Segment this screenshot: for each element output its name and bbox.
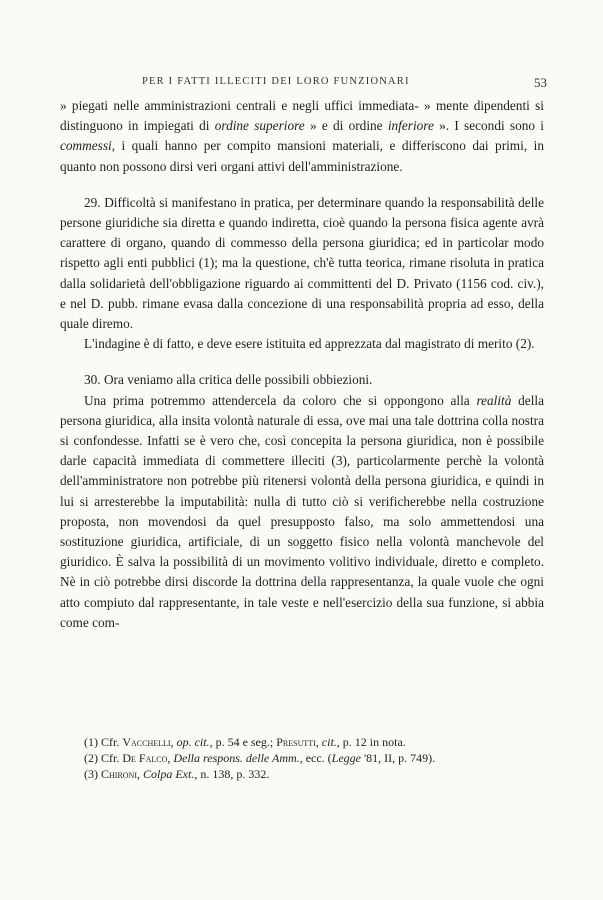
section-number: 30. bbox=[84, 372, 101, 388]
paragraph-indagine: L'indagine è di fatto, e deve esere istituita ed apprezzata dal magistrato di merito (2). bbox=[84, 336, 535, 352]
footnotes bbox=[60, 734, 544, 782]
footnote-1: (1) Cfr. Vacchelli, op. cit., p. 54 e seg.; Presutti, cit., p. 12 in nota. bbox=[84, 735, 406, 749]
running-title: PER I FATTI ILLECITI DEI LORO FUNZIONARI bbox=[142, 76, 410, 87]
body-text bbox=[60, 96, 544, 633]
paragraph-29: 29. Difficoltà si manifestano in pratica, per determinare quando la responsabilità delle persone giuridiche sia diretta e quando indiretta, cioè quando la persona fisica agente avrà carattere di organo, quando di commesso della persona giuridica; ed in particolar modo rispetto agli enti pubblici (1); ma la questione, ch'è tutta teorica, rimane risoluta in pratica dalla solidarietà dell'obbligazione riguardo ai committenti del D. Privato (1156 cod. civ.), e nel D. pubb. rimane evasa dalla concezione di una responsabilità propria ad esso, della quale diremo. bbox=[60, 194, 544, 332]
footnote-3: (3) Chironi, Colpa Ext., n. 138, p. 332. bbox=[84, 767, 270, 781]
page-number: 53 bbox=[534, 75, 547, 90]
section-number: 29. bbox=[84, 194, 101, 210]
footnote-2: (2) Cfr. De Falco, Della respons. delle Amm., ecc. (Legge '81, II, p. 749). bbox=[84, 751, 436, 765]
paragraph-critica: Una prima potremmo attendercela da coloro che si oppongono alla realità della persona giuridica, alla insita volontà naturale di essa, ove mai una tale dottrina colla nostra si confondesse. Infatti se è vero che, così concepita la persona giuridica, non è possibile darle capacità immediata di commettere illeciti (3), particolarmente perchè la volontà dell'amministratore non potrebbe più ritenersi volontà della persona giuridica, e quindi in lui si arresterebbe la imputabilità: nulla di tutto ciò si verificherebbe nella costruzione proposta, non movendosi da quel presupposto falso, ma solo ammettendosi una sostituzione giuridica, artificiale, di un soggetto fisico nella volontà manchevole del giuridico. È salva la possibilità di un movimento volitivo individuale, diretto e completo. Nè in ciò potrebbe dirsi discorde la dottrina della rappresentanza, la quale vuole che ogni atto compiuto dal rappresentante, in tale veste e nell'esercizio della sua funzione, si abbia come com- bbox=[60, 392, 544, 630]
paragraph-30: 30. Ora veniamo alla critica delle possibili obbiezioni. bbox=[84, 372, 373, 388]
page-header bbox=[130, 76, 547, 94]
paragraph-1: » piegati nelle amministrazioni centrali e negli uffici immediata- » mente dipendenti si distinguono in impiegati di ordine superiore » e di ordine inferiore ». I secondi sono i commessi, i quali hanno per compito mansioni materiali, e differiscono dai primi, in quanto non possono dirsi veri organi attivi dell'amministrazione. bbox=[60, 98, 544, 174]
